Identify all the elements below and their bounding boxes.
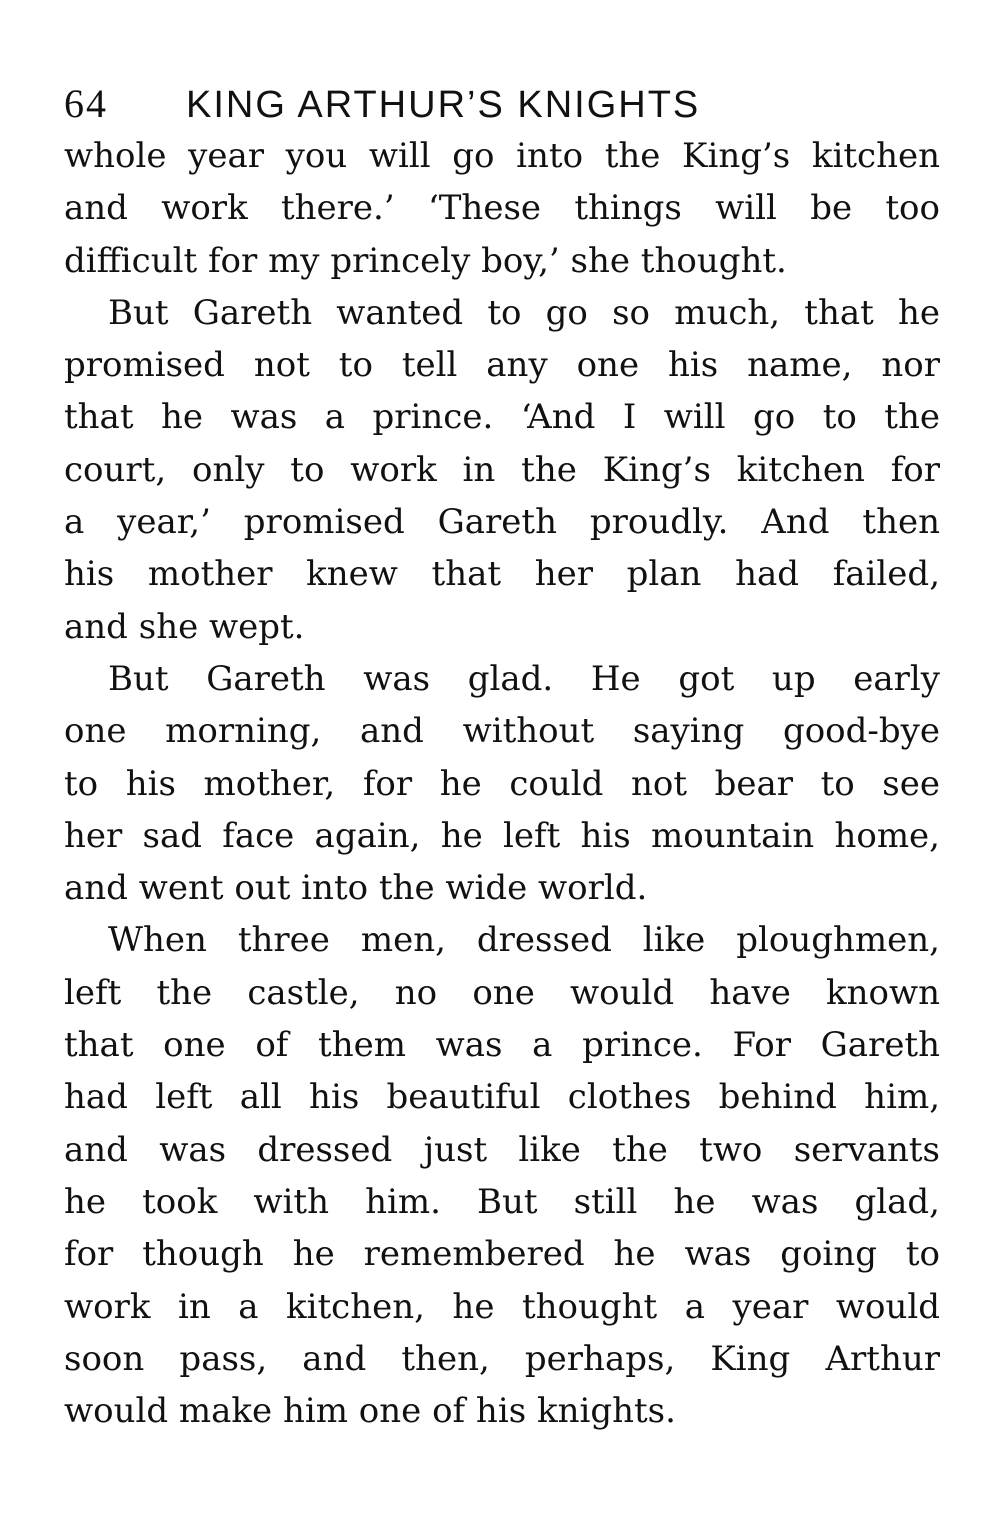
page-number: 64 bbox=[64, 81, 108, 126]
text-line: and went out into the wide world. bbox=[64, 868, 648, 909]
text-line: and work there.’ ‘These things will be too bbox=[64, 188, 940, 229]
text-line: court, only to work in the King’s kitchen for bbox=[64, 449, 940, 490]
text-line: whole year you will go into the King’s kitchen bbox=[64, 136, 940, 176]
text-line: and was dressed just like the two servants bbox=[64, 1129, 940, 1170]
text-line: But Gareth wanted to go so much, that he bbox=[108, 292, 940, 333]
text-line: a year,’ promised Gareth proudly. And then bbox=[64, 502, 940, 543]
text-line: When three men, dressed like ploughmen, bbox=[108, 920, 940, 961]
text-line: difficult for my princely boy,’ she thought. bbox=[64, 240, 787, 281]
text-line: had left all his beautiful clothes behind him, bbox=[64, 1077, 940, 1118]
text-line: his mother knew that her plan had failed, bbox=[64, 554, 940, 595]
running-title: KING ARTHUR’S KNIGHTS bbox=[186, 84, 701, 126]
text-line: for though he remembered he was going to bbox=[64, 1234, 940, 1275]
book-page bbox=[64, 82, 940, 1437]
body-text bbox=[64, 130, 940, 1437]
paragraph bbox=[64, 130, 940, 287]
text-line: to his mother, for he could not bear to see bbox=[64, 763, 940, 804]
text-line: one morning, and without saying good-bye bbox=[64, 711, 940, 752]
paragraph bbox=[64, 914, 940, 1437]
text-line: he took with him. But still he was glad, bbox=[64, 1181, 940, 1222]
paragraph bbox=[64, 287, 940, 653]
text-line: her sad face again, he left his mountain home, bbox=[64, 815, 940, 856]
paragraph bbox=[64, 653, 940, 914]
text-line: But Gareth was glad. He got up early bbox=[108, 658, 940, 699]
running-head bbox=[64, 82, 940, 126]
text-line: promised not to tell any one his name, nor bbox=[64, 345, 940, 386]
text-line: left the castle, no one would have known bbox=[64, 972, 940, 1013]
text-line: soon pass, and then, perhaps, King Arthur bbox=[64, 1338, 940, 1379]
text-line: and she wept. bbox=[64, 606, 305, 647]
text-line: would make him one of his knights. bbox=[64, 1391, 676, 1432]
text-line: that one of them was a prince. For Gareth bbox=[64, 1025, 940, 1066]
text-line: that he was a prince. ‘And I will go to the bbox=[64, 397, 940, 438]
text-line: work in a kitchen, he thought a year would bbox=[64, 1286, 940, 1327]
